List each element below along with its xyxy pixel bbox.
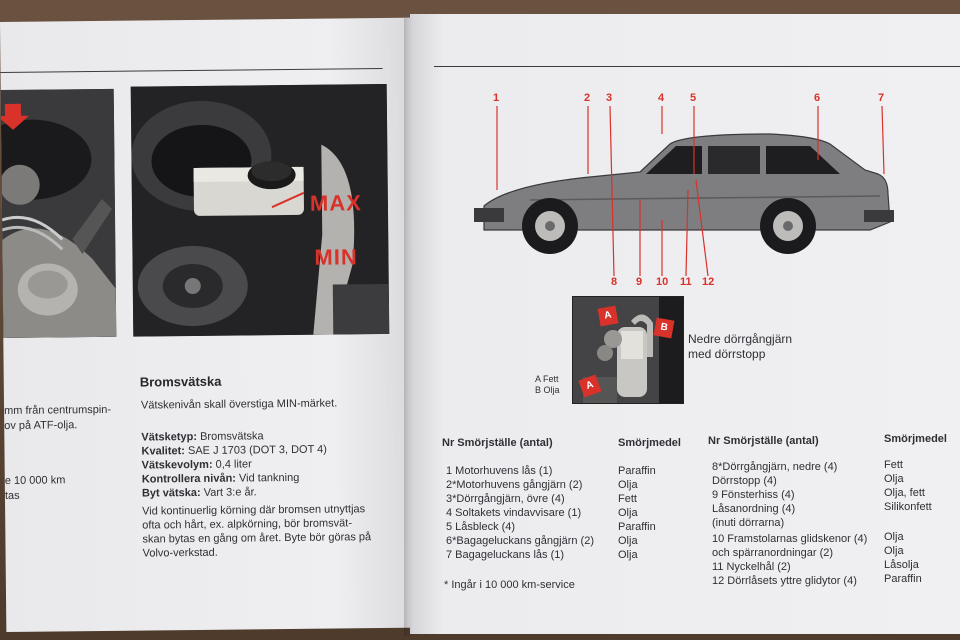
brake-paragraph [142, 502, 371, 560]
left-page [0, 18, 418, 632]
spec-value: Vid tankning [235, 471, 300, 485]
table-cell-medium: Olja, fett [884, 487, 925, 499]
detail-caption [688, 332, 792, 362]
table-cell-medium: Olja [618, 507, 638, 519]
engine-photo-illustration [1, 89, 117, 338]
table-cell-medium: Olja [618, 535, 638, 547]
callout-1: 1 [493, 92, 500, 104]
table-cell-medium: Olja [618, 479, 638, 491]
marker-b: B [654, 318, 675, 339]
spec-value: 0,4 liter [212, 458, 252, 471]
callout-4: 4 [658, 92, 665, 104]
table-cell-medium: Olja [618, 549, 638, 561]
right-page [410, 14, 960, 634]
table-row: 2*Motorhuvens gångjärn (2) [446, 479, 583, 491]
book-gutter [404, 18, 418, 636]
table-cell-medium: Paraffin [884, 573, 922, 585]
callout-8: 8 [611, 276, 618, 288]
table-cell-medium: Låsolja [884, 559, 919, 571]
spec-row [142, 485, 328, 501]
table-row: 7 Bagageluckans lås (1) [446, 549, 565, 561]
spec-label: Kontrollera nivån: [141, 472, 236, 486]
spec-list [141, 429, 327, 501]
spec-value: Vart 3:e år. [200, 486, 257, 499]
callout-7: 7 [878, 92, 885, 104]
max-label: MAX [309, 190, 362, 216]
footnote: * Ingår i 10 000 km-service [444, 579, 575, 591]
table-cell-medium: Paraffin [618, 465, 656, 477]
table-right-header-medium: Smörjmedel [884, 433, 947, 445]
spec-value: SAE J 1703 (DOT 3, DOT 4) [184, 443, 328, 458]
brake-intro: Vätskenivån skall överstiga MIN-märket. [140, 397, 338, 412]
callout-9: 9 [636, 276, 643, 288]
table-cell-medium: Paraffin [618, 521, 656, 533]
paragraph-line: Volvo-verkstad. [142, 546, 218, 560]
callout-lines [410, 14, 960, 304]
table-right-header-item: Nr Smörjställe (antal) [708, 435, 819, 447]
marker-a-top: A [598, 306, 619, 327]
callout-11: 11 [680, 276, 692, 288]
table-row: Låsanordning (4) [712, 503, 796, 515]
spec-label: Vätskevolym: [141, 458, 213, 472]
table-cell-medium: Silikonfett [884, 501, 932, 513]
table-row: Dörrstopp (4) [712, 475, 777, 487]
table-row: 5 Låsbleck (4) [446, 521, 516, 533]
brake-reservoir-photo [131, 84, 390, 337]
paragraph-line: skan bytas en gång om året. Byte bör göras på [142, 531, 372, 546]
cut-text-2: ov på ATF-olja. [4, 419, 78, 432]
legend-a: A Fett [535, 374, 559, 384]
table-row: och spärranordningar (2) [712, 547, 834, 559]
cut-text-3: e 10 000 km [4, 474, 66, 487]
caption-line: Nedre dörrgångjärn [688, 332, 793, 346]
table-cell-medium: Fett [618, 493, 637, 505]
table-cell-medium: Olja [884, 531, 904, 543]
table-left-header-medium: Smörjmedel [618, 437, 681, 449]
callout-6: 6 [814, 92, 821, 104]
callout-2: 2 [584, 92, 591, 104]
table-row: (inuti dörrarna) [712, 517, 785, 529]
top-rule [1, 68, 383, 73]
table-row: 4 Soltakets vindavvisare (1) [446, 507, 582, 519]
caption-line: med dörrstopp [688, 347, 766, 361]
table-cell-medium: Olja [884, 545, 904, 557]
spec-row [141, 443, 327, 459]
cut-text-4: tas [4, 489, 20, 502]
detail-legend [535, 374, 560, 396]
callout-12: 12 [702, 276, 715, 288]
callout-3: 3 [606, 92, 613, 104]
paragraph-line: ofta och hårt, ex. alpkörning, bör bromsvät- [142, 517, 353, 532]
table-row: 8*Dörrgångjärn, nedre (4) [712, 461, 838, 473]
callout-5: 5 [690, 92, 697, 104]
callout-10: 10 [656, 276, 669, 288]
table-left-header-item: Nr Smörjställe (antal) [442, 437, 553, 449]
brake-fluid-heading: Bromsvätska [139, 373, 222, 390]
table-row: 10 Framstolarnas glidskenor (4) [712, 533, 868, 545]
table-row: 12 Dörrlåsets yttre glidytor (4) [712, 575, 857, 587]
spec-label: Vätsketyp: [141, 430, 198, 444]
min-label: MIN [314, 244, 358, 270]
table-cell-medium: Olja [884, 473, 904, 485]
table-row: 6*Bagageluckans gångjärn (2) [446, 535, 594, 547]
spec-label: Byt vätska: [141, 486, 201, 500]
spec-value: Bromsvätska [196, 430, 264, 443]
paragraph-line: Vid kontinuerlig körning där bromsen utnyttjas [142, 503, 366, 518]
legend-b: B Olja [535, 385, 560, 395]
marker-a-bottom: A [578, 374, 601, 397]
table-row: 1 Motorhuvens lås (1) [446, 465, 553, 477]
hinge-detail-photo [572, 296, 684, 404]
spec-label: Kvalitet: [141, 445, 185, 458]
engine-photo-left [1, 89, 117, 338]
table-row: 9 Fönsterhiss (4) [712, 489, 795, 501]
table-row: 11 Nyckelhål (2) [712, 561, 791, 573]
cut-text-1: mm från centrumspin- [4, 403, 112, 417]
table-cell-medium: Fett [884, 459, 903, 471]
table-row: 3*Dörrgångjärn, övre (4) [446, 493, 565, 505]
